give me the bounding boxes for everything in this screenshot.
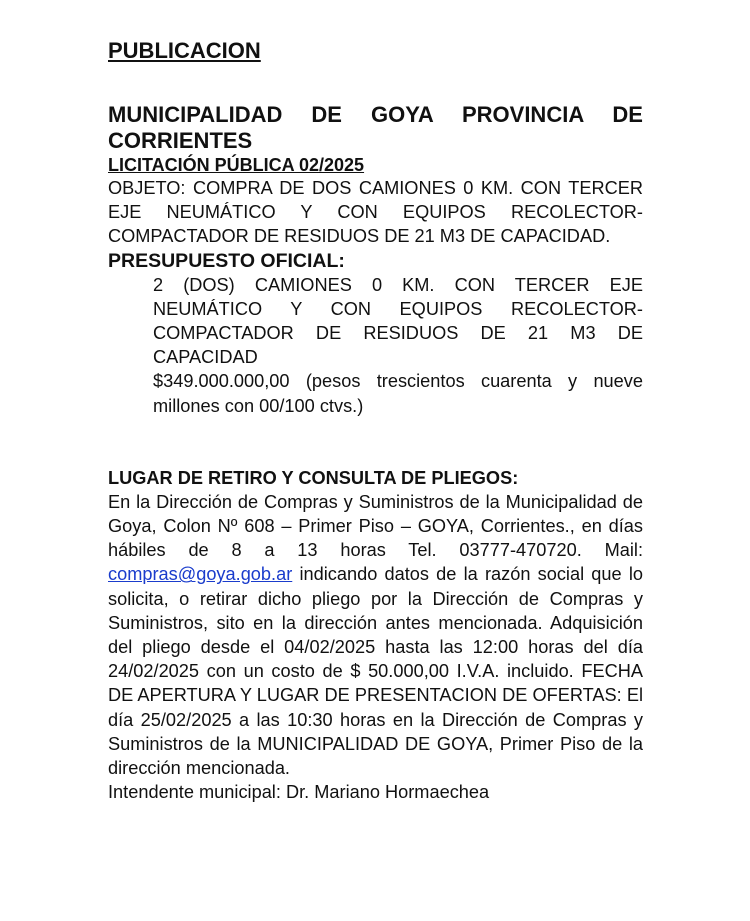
budget-amount: $349.000.000,00 (pesos trescientos cuarenta y nueve millones con 00/100 ctvs.) xyxy=(153,371,643,416)
budget-item: 2 (DOS) CAMIONES 0 KM. CON TERCER EJE NEUMÁTICO Y CON EQUIPOS RECOLECTOR-COMPACTADOR DE RESIDUOS DE 21 M3 DE CAPACIDAD xyxy=(153,274,643,368)
budget-block xyxy=(108,273,643,418)
object-text: OBJETO: COMPRA DE DOS CAMIONES 0 KM. CON TERCER EJE NEUMÁTICO Y CON EQUIPOS RECOLECTOR-COMPACTADOR DE RESIDUOS DE 21 M3 DE CAPACIDAD. xyxy=(108,178,643,247)
publication-label: PUBLICACION xyxy=(108,38,261,63)
mayor-line: Intendente municipal: Dr. Mariano Hormaechea xyxy=(108,782,490,803)
pickup-text xyxy=(108,490,643,780)
email-link[interactable]: compras@goya.gob.ar xyxy=(108,564,293,585)
document-page xyxy=(108,38,643,804)
tender-title: LICITACIÓN PÚBLICA 02/2025 xyxy=(108,155,365,175)
pickup-text-after-mail: indicando datos de la razón social que lo solicita, o retirar dicho pliego por la Dirección de Compras y Suministros, sito en la dirección antes mencionada. Adquisición del pliego desde el 04/02/2025 hasta las 12:00 horas del día 24/02/2025 con un costo de $ 50.000,00 I.V.A. incluido. FECHA DE APERTURA Y LUGAR DE PRESENTACION DE OFERTAS: El día 25/02/2025 a las 10:30 horas en la Dirección de Compras y Suministros de la MUNICIPALIDAD DE GOYA, Primer Piso de la dirección mencionada. xyxy=(108,564,643,779)
municipality-title: MUNICIPALIDAD DE GOYA PROVINCIA DE CORRIENTES xyxy=(108,102,643,153)
budget-label: PRESUPUESTO OFICIAL: xyxy=(108,249,345,272)
pickup-text-before-mail: En la Dirección de Compras y Suministros de la Municipalidad de Goya, Colon Nº 608 – Primer Piso – GOYA, Corrientes., en días hábiles de 8 a 13 horas Tel. 03777-470720. Mail: xyxy=(108,491,643,561)
pickup-title: LUGAR DE RETIRO Y CONSULTA DE PLIEGOS: xyxy=(108,467,519,488)
